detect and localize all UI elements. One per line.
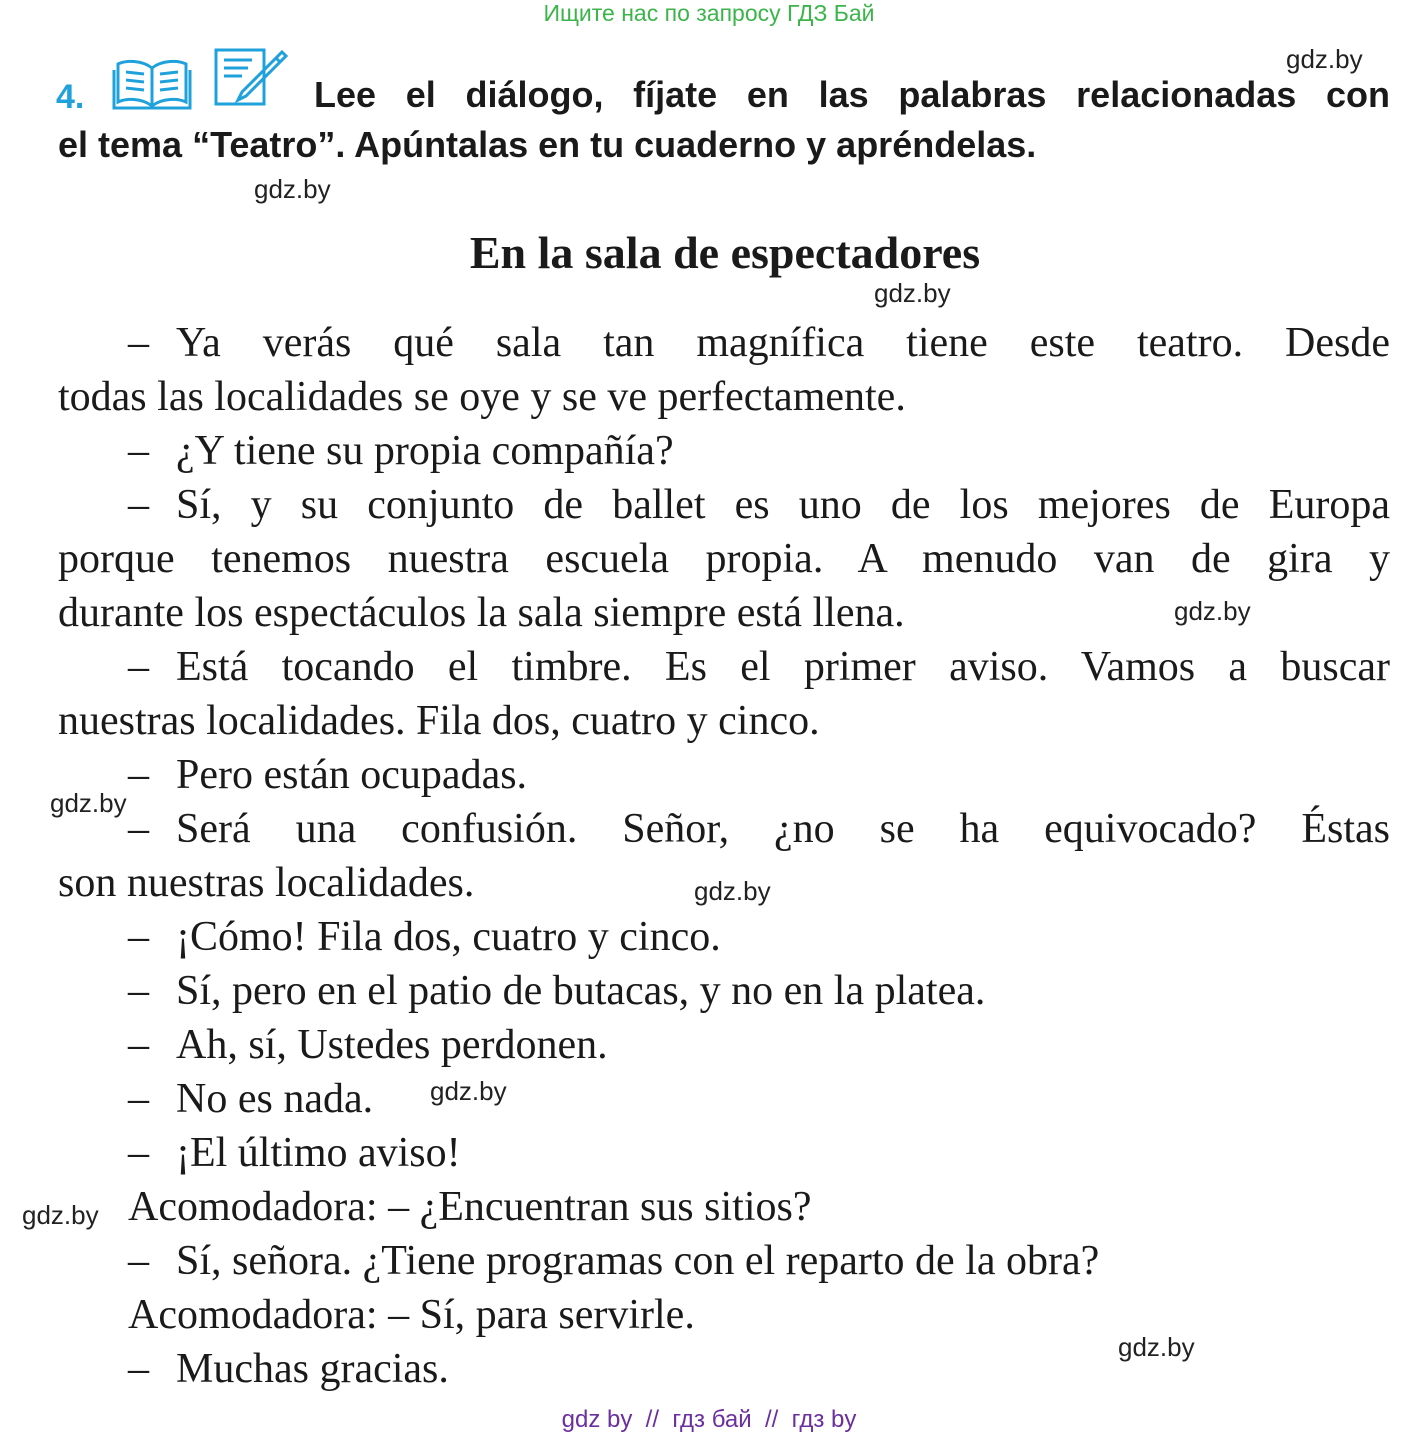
dialogue-line: Sí, y su conjunto de ballet es uno de los mejores de Europa (176, 482, 1390, 528)
dialogue-line: No es nada. (176, 1076, 374, 1122)
dash: – (128, 482, 149, 528)
watermark: gdz.by (430, 1076, 507, 1106)
watermark: gdz.by (22, 1200, 99, 1230)
task-instruction-line-2: el tema “Teatro”. Apúntalas en tu cuaderno y apréndelas. (58, 124, 1037, 165)
dialogue-line: Será una confusión. Señor, ¿no se ha equivocado? Éstas (176, 806, 1390, 852)
dash: – (128, 914, 149, 960)
watermark: gdz.by (874, 278, 951, 308)
task-number: 4. (56, 78, 85, 116)
watermark: gdz.by (1286, 44, 1363, 74)
dialogue-line: durante los espectáculos la sala siempre está llena. (58, 590, 905, 636)
dash: – (128, 752, 149, 798)
dash: – (128, 1076, 149, 1122)
dialogue-line: ¡Cómo! Fila dos, cuatro y cinco. (176, 914, 721, 960)
dialogue-line: Está tocando el timbre. Es el primer aviso. Vamos a buscar (176, 644, 1390, 690)
dialogue-line: Muchas gracias. (176, 1346, 449, 1392)
dialogue-line: ¡El último aviso! (176, 1130, 461, 1176)
dialogue-line: Sí, señora. ¿Tiene programas con el reparto de la obra? (176, 1238, 1100, 1284)
top-search-note: Ищите нас по запросу ГДЗ Бай (543, 0, 875, 26)
open-book-icon (112, 58, 192, 116)
dialogue-line: todas las localidades se oye y se ve perfectamente. (58, 374, 906, 420)
dialogue-line: Sí, pero en el patio de butacas, y no en la platea. (176, 968, 986, 1014)
dash: – (128, 1022, 149, 1068)
watermark: gdz.by (1174, 596, 1251, 626)
dash: – (128, 644, 149, 690)
dash: – (128, 806, 149, 852)
dash: – (128, 968, 149, 1014)
dash: – (128, 320, 149, 366)
dash: – (128, 1238, 149, 1284)
dialogue-line: Pero están ocupadas. (176, 752, 528, 798)
dialogue-line: son nuestras localidades. (58, 860, 475, 906)
dialogue-line: porque tenemos nuestra escuela propia. A menudo van de gira y (58, 536, 1390, 582)
dialogue-line: Ya verás qué sala tan magnífica tiene este teatro. Desde (176, 320, 1390, 366)
footer-links[interactable]: gdz by // гдз бай // гдз by (561, 1406, 857, 1433)
dash: – (128, 428, 149, 474)
watermark: gdz.by (50, 788, 127, 818)
dash: – (128, 1346, 149, 1392)
dialogue-line: ¿Y tiene su propia compañía? (176, 428, 674, 474)
dash: – (128, 1130, 149, 1176)
watermark: gdz.by (254, 174, 331, 204)
dialogue-line: Acomodadora: – Sí, para servirle. (128, 1292, 695, 1338)
task-instruction-line-1: Lee el diálogo, fíjate en las palabras relacionadas con (314, 74, 1390, 115)
dialogue-line: Ah, sí, Ustedes perdonen. (176, 1022, 608, 1068)
watermark: gdz.by (694, 876, 771, 906)
watermark: gdz.by (1118, 1332, 1195, 1362)
dialogue-line: nuestras localidades. Fila dos, cuatro y cinco. (58, 698, 820, 744)
notebook-pencil-icon (212, 46, 288, 112)
dialogue-line: Acomodadora: – ¿Encuentran sus sitios? (128, 1184, 812, 1230)
dialogue-title: En la sala de espectadores (469, 227, 981, 278)
